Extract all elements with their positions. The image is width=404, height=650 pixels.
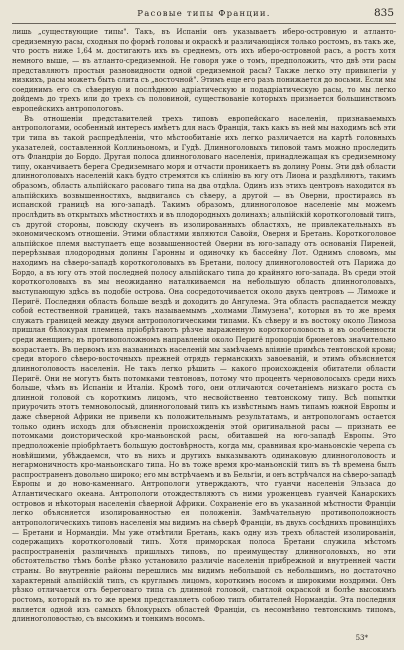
printer-signature: 53* xyxy=(355,634,368,642)
paragraph xyxy=(12,624,396,625)
paragraph: Въ отношеніи представителей трехъ типовъ европейскаго населенія, признаваемыхъ антропологами, особенный интересъ имѣетъ для насъ Франція, такъ какъ въ ней мы находимъ всѣ эти три типа въ такой распредѣленіи, что мѣстообитаніе ихъ легко различается на картѣ головныхъ указателей, составленной Коллиньономъ, и Гудѣ. Длинноголовыхъ типовой тамъ можно проследить отъ Фландріи до Бордо. Другая полоса длинноголоваго населенія, принадлежащая къ средиземному типу, оканчиваетъ берега Средиземнаго моря и отчасти проникаетъ въ долину Роны. Эти двѣ области длинноголовыхъ населеній какъ будто стремятся къ сліянію въ югу отъ Лиона и раздѣляютъ, такимъ образомъ, область альпійскаго расоваго типа на два отдѣла. Одинъ изъ этихъ центровъ находится въ альпійскихъ возвышенностяхъ, выдвигаясь съ сѣверу, а другой — въ Оверни, простираясь въ испанской границѣ на юго-западѣ. Такимъ образомъ, длинноголовое населеніе мы можемъ прослѣдить въ открытыхъ мѣстностяхъ и въ плодородныхъ долинахъ; альпійскій короткоголовый типъ, съ другой стороны, повсюду скученъ въ изолированныхъ областяхъ, не привлекательныхъ въ экономическомъ отношеніи. Этими областями являются Савойя, Оверня и Бретань. Короткоголовое альпійское племя выступаетъ еще возвышенностей Оверни въ юго-западу отъ основанія Пиреней, перерѣзывая плодородныя долины Гаронны и одиночку къ бассейну Лот. Однимъ словомъ, мы находимъ на сѣверо-западѣ короткоголовыхъ въ Бретани, полосу длинноголовостей отъ Парижа до Бордо, а въ югу отъ этой последней полосу альпійскаго типа до крайняго юго-запада. Въ среди этой короткоголовыхъ въ мы неожиданно наталкиваемся на небольшую область длинноголовыхъ, выступающую здѣсь въ подобіе острова. Она сосредоточивается около двухъ центровъ — Лиможе и Перигё. Последняя область больше вездѣ и доходитъ до Ангулема. Эта область распадается между собой естественной границей, такъ называемымъ „холмами Лимузена", которыя въ то же время служатъ границей между двумя антропологическими типами. Къ сѣверу и въ востоку около Лимоза пришлая бѣлокурая племена пріобрѣтаютъ рѣзче выраженную короткоголовость и въ особенности среди женщинъ; въ противоположномъ направленіи около Перигё пропорціи брюнетовъ значительно возрастаетъ. Въ первомъ изъ названныхъ населеній мы замѣчаемъ вліяніе примѣсь тевтонской крови; среди второго сѣверо-восточныхъ прежней отрядъ германскихъ завоеваній, и этимъ объясняется длинноголовость населенія. Не такъ легко рѣшить — какого происхожденія обитатели области Перигё. Они не могутъ быть потомками тевтоновъ, потому что процентъ черноволосыхъ среди нихъ больше, чѣмъ въ Испаніи и Италіи. Кромѣ того, они отличаются сочетаніемъ низкаго роста съ длинной головой съ короткимъ лицомъ, что несвойственно тевтонскому типу. Всѣ попытки приурочить этотъ темноволосый, длинноголовый типъ къ извѣстнымъ намъ типамъ южной Европы и даже сѣверной Африки не привели къ положительнымъ результатамъ, и антропологамъ остается только одинъ исходъ для объясненія происхожденія этой оригинальной расы — признать ее потомками доисторической кро-маньонской расы, обитавшей на юго-западѣ Европы. Это предположеніе пріобрѣтаетъ большую достовѣрность, когда мы, сравнивая кро-маньонскіе черепа съ новѣйшими, убѣждаемся, что въ нихъ и другихъ выказываютъ одинаковую длинноголовость и негармоничность кро-маньонскаго типа. Но въ тоже время кро-маньонскій типъ въ тѣ времена былъ распространенъ довольно широко; его мы встрѣчаемъ и въ Бельгіи, и онъ встрѣчался на сѣверо-западѣ Европы и до ново-каменнаго. Антропологи утверждаютъ, что гуанчи населенія Эльзаса до Атлантическаго океана. Антропологи отождествляютъ съ ними уроженцевъ гуанчей Канарскихъ островов и нѣкоторыя населенія сѣверной Африки. Сохраненіе его въ указанной мѣстности Франціи легко объясняется изолированностью ея положенія. Замѣчательную противоположность антропологическихъ типовъ населенія мы видимъ на сѣверѣ Франціи, въ двухъ сосѣднихъ провинціяхъ — Бретани и Нормандіи. Мы уже отмѣтили Бретань, какъ одну изъ трехъ областей изолированія, содержащихъ короткоголовый типъ. Хотя приморская полоса Бретани служила мѣстомъ распространенія различныхъ пришлыхъ типовъ, по преимуществу длинноголовыхъ, но эти обстоятельство тѣмъ болѣе рѣзко установило различіе населенія прибрежной и внутренней части страны. Во внутренніе районы перешлись мы видимъ небольшой съ небольшимъ, но достаточно характерный альпійскій типъ, съ круглымъ лицомъ, короткимъ носомъ и широкими ноздрями. Онъ рѣзко отличается отъ береговаго типа съ длинной головой, съвтлой окраской и болѣе высокимъ ростомъ, который въ то же время представляетъ собою типъ обитателей Нормандіи. Эта последняя является одной изъ самыхъ бѣлокурыхъ областей Франціи, съ несомнѣнно тевтонскимъ типомъ, длинноголовостью, съ высокимъ и тонкимъ носомъ. xyxy=(12,113,396,624)
paragraph: лишь „существующие типы". Такъ, въ Испаніи онъ указываетъ иберо-островную и атланто-средиземную расы, сходныя по формѣ головы и окраскѣ и различающіяся только ростомъ, въ такъ же, что ростъ ниже 1,64 м. достигаютъ ихъ въ среднемъ, отъ ихъ иберо-островной расъ, а ростъ хотя немного выше, — въ атланто-средиземной. Не говоря уже о томъ, предположить, что двѣ эти расы представляютъ простыя разновидности одной средиземной расы? Также легко эту привилегіи у низкихъ, расы можетъ быть слита съ „восточной". Этимъ еще его разъ понижается до восьми. Если мы соединимъ его съ сѣверную и послѣднюю адріатическую и подадріатическую расы, то мы легко дойдемъ до трехъ или до трехъ съ половиной, существованіе которыхъ признается большинствомъ европейскихъ антропологовъ. xyxy=(12,27,396,113)
page-header xyxy=(12,9,396,24)
running-title: Расовые типы Франции. xyxy=(137,9,271,19)
body-text xyxy=(12,27,396,625)
page-number: 835 xyxy=(373,7,394,19)
